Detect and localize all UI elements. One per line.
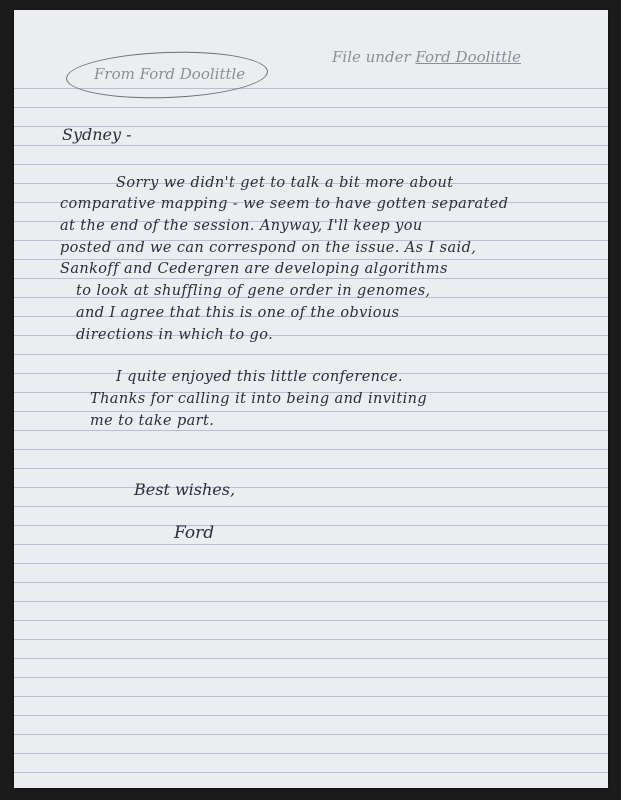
salutation: Sydney - bbox=[62, 125, 132, 144]
paragraph2-line: Thanks for calling it into being and inviting bbox=[90, 391, 428, 407]
file-note-prefix: File under bbox=[332, 48, 416, 66]
oval-note: From Ford Doolittle bbox=[94, 65, 246, 83]
paragraph2-line: I quite enjoyed this little conference. bbox=[116, 369, 403, 385]
paragraph1-line: and I agree that this is one of the obvious bbox=[76, 305, 400, 321]
file-under-note bbox=[332, 50, 521, 65]
paragraph1-line: posted and we can correspond on the issue. As I said, bbox=[60, 240, 477, 256]
paragraph1-line: Sankoff and Cedergren are developing algorithms bbox=[60, 261, 448, 277]
paragraph2-line: me to take part. bbox=[90, 413, 215, 429]
signature: Ford bbox=[174, 523, 215, 543]
paragraph1-line: comparative mapping - we seem to have gotten separated bbox=[60, 196, 509, 212]
letter-page bbox=[14, 10, 608, 788]
paragraph1-line: at the end of the session. Anyway, I'll keep you bbox=[60, 218, 423, 234]
signoff: Best wishes, bbox=[134, 480, 236, 499]
paragraph1-line: to look at shuffling of gene order in genomes, bbox=[76, 283, 431, 299]
paragraph1-line: directions in which to go. bbox=[76, 327, 274, 343]
file-note-name: Ford Doolittle bbox=[415, 48, 521, 66]
paragraph1-line: Sorry we didn't get to talk a bit more about bbox=[116, 175, 454, 191]
